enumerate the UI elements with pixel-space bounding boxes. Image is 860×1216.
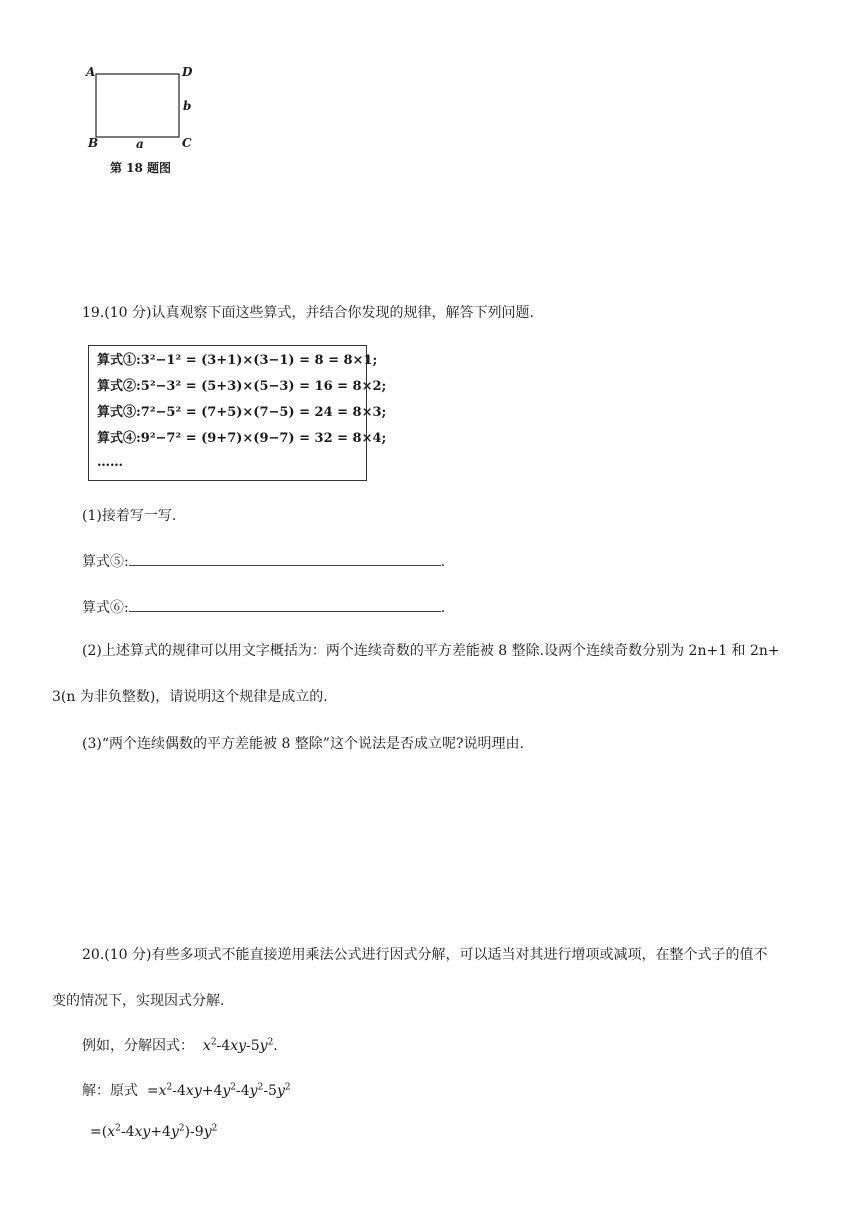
formula-6-blank[interactable]: [129, 597, 441, 612]
example-label: 例如，分解因式：: [82, 1038, 194, 1054]
solution-line-1: [82, 1082, 291, 1100]
question-19-part1: (1)接着写一写.: [82, 508, 177, 524]
formula-6-period: .: [440, 600, 446, 616]
formula-1: 算式①:3²−1² = (3+1)×(3−1) = 8 = 8×1;: [97, 353, 378, 368]
vertex-c-label: C: [182, 136, 192, 150]
formula-2: 算式②:5²−3² = (5+3)×(5−3) = 16 = 8×2;: [97, 379, 387, 394]
formula-6-line: [82, 597, 445, 617]
example-expression: $x^2-4xy-5y^2$.: [202, 1037, 278, 1054]
figure-18: [80, 60, 210, 180]
question-19-stem: 19.(10 分)认真观察下面这些算式，并结合你发现的规律，解答下列问题.: [82, 305, 534, 321]
example-line: [82, 1037, 278, 1055]
side-b-label: b: [183, 99, 192, 113]
vertex-b-label: B: [88, 136, 99, 150]
vertex-d-label: D: [182, 65, 193, 79]
question-20-stem-line2: 变的情况下，实现因式分解.: [52, 993, 225, 1009]
vertex-a-label: A: [86, 65, 96, 79]
question-20-stem-line1: 20.(10 分)有些多项式不能直接逆用乘法公式进行因式分解，可以适当对其进行增项或减项，在整个式子的值不: [82, 947, 768, 963]
question-19-part2-line1: (2)上述算式的规律可以用文字概括为：两个连续奇数的平方差能被 8 整除.设两个连续奇数分别为 2n+1 和 2n+: [82, 643, 780, 659]
formula-ellipsis: ……: [97, 455, 123, 470]
question-19-part2-line2: 3(n 为非负整数)，请说明这个规律是成立的.: [52, 689, 328, 705]
formula-5-blank[interactable]: [129, 551, 441, 566]
figure-caption: 第 18 题图: [110, 161, 172, 175]
formula-5-line: [82, 551, 445, 571]
solution-step-1: $=x^2-4xy+4y^2-4y^2-5y^2$: [142, 1082, 291, 1099]
formula-box: [88, 345, 387, 481]
formula-4: 算式④:9²−7² = (9+7)×(9−7) = 32 = 8×4;: [97, 431, 387, 446]
question-19-part3: (3)“两个连续偶数的平方差能被 8 整除”这个说法是否成立呢?说明理由.: [82, 736, 524, 752]
formula-6-label: 算式⑥:: [82, 600, 129, 616]
side-a-label: a: [136, 137, 144, 151]
formula-5-period: .: [440, 554, 446, 570]
solution-label: 解：原式: [82, 1083, 138, 1099]
formula-3: 算式③:7²−5² = (7+5)×(7−5) = 24 = 8×3;: [97, 405, 387, 420]
formula-5-label: 算式⑤:: [82, 554, 129, 570]
solution-step-2: $=(x^2-4xy+4y^2)-9y^2$: [90, 1123, 218, 1140]
